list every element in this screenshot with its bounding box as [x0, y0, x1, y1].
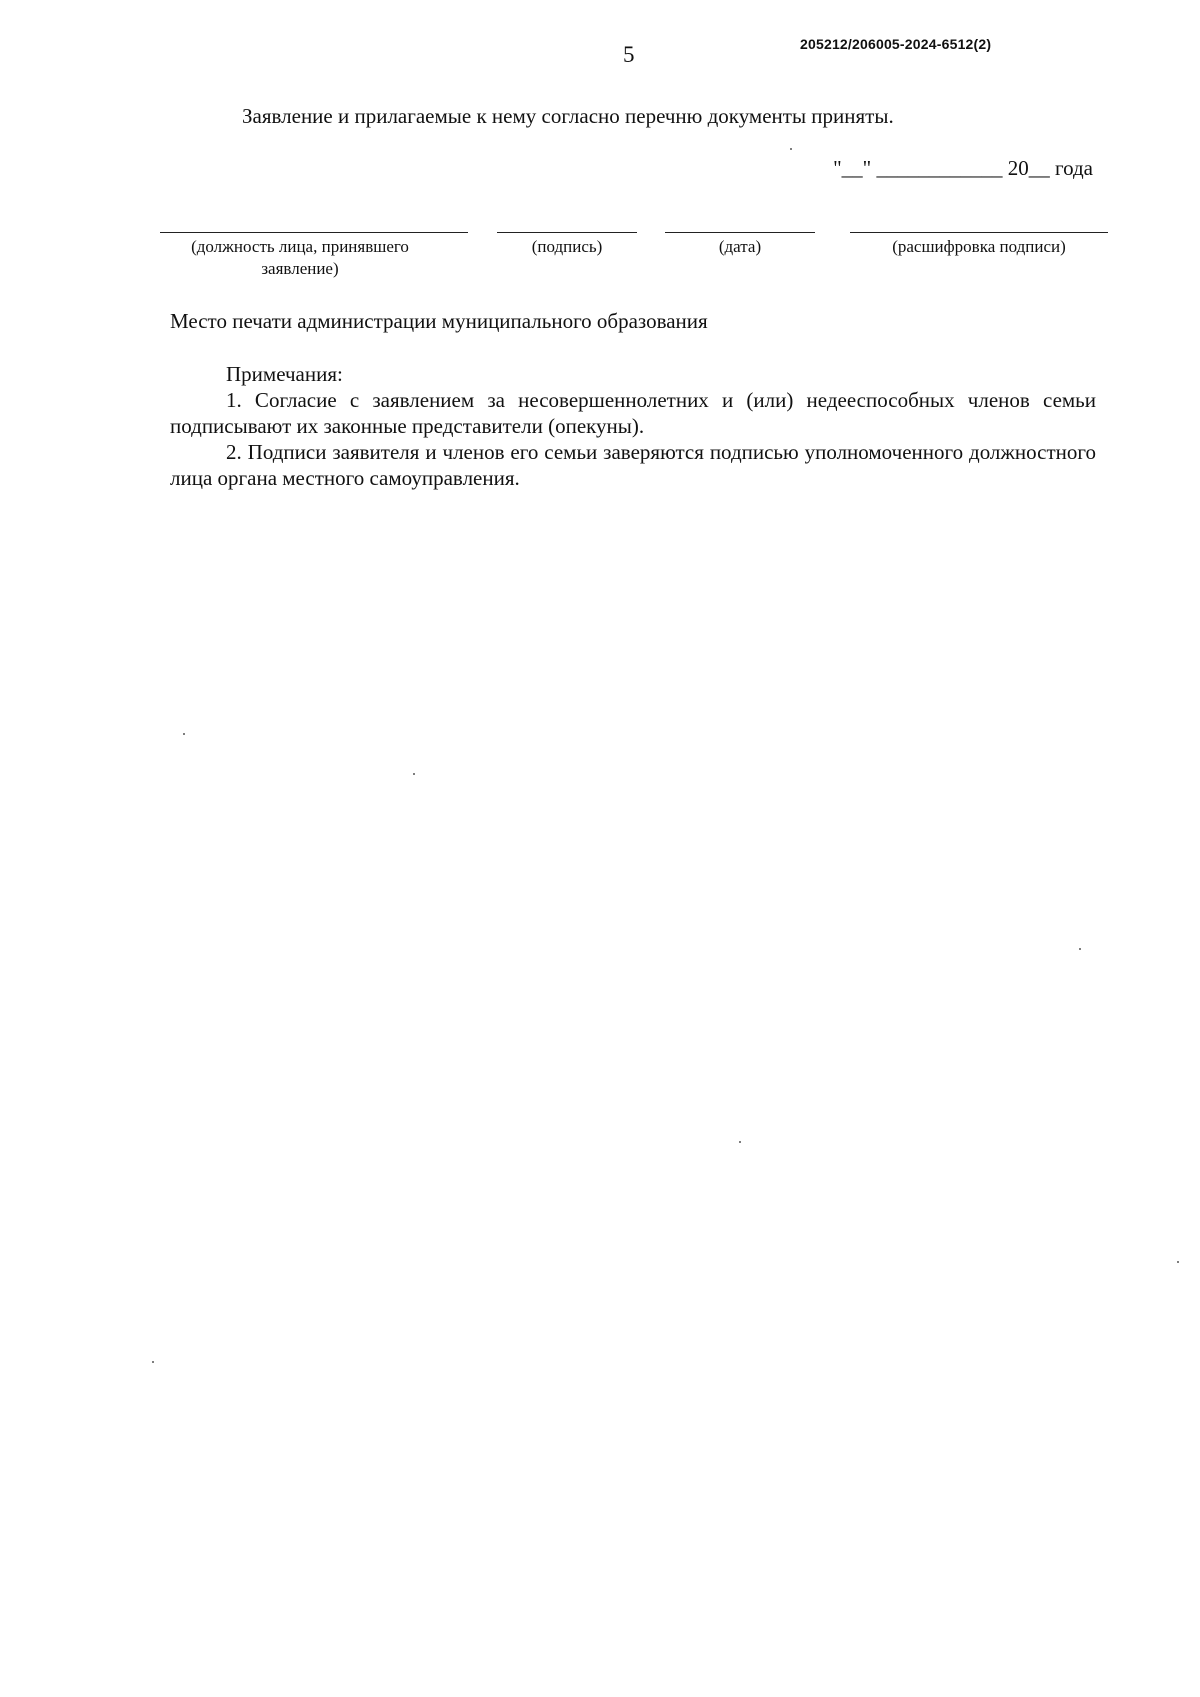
decoding-caption: (расшифровка подписи)	[892, 237, 1066, 256]
date-caption: (дата)	[718, 237, 762, 256]
date-line	[665, 232, 815, 233]
signature-line	[497, 232, 637, 233]
document-id: 205212/206005-2024-6512(2)	[800, 36, 992, 52]
decoding-line	[850, 232, 1108, 233]
position-signature-line	[160, 232, 468, 233]
scan-speck	[739, 1141, 741, 1143]
scan-speck	[413, 773, 415, 775]
notes-section	[170, 361, 1096, 491]
notes-title: Примечания:	[226, 362, 343, 386]
scan-speck	[183, 733, 185, 735]
note-item: 2. Подписи заявителя и членов его семьи заверяются подписью уполномоченного должностного лица органа местного самоуправления.	[170, 440, 1096, 490]
date-blank-line: "__" ____________ 20__ года	[833, 156, 1093, 180]
scan-speck	[1177, 1261, 1179, 1263]
signature-caption: (подпись)	[531, 237, 603, 256]
position-caption: (должность лица, принявшего заявление)	[191, 237, 409, 279]
stamp-place-label: Место печати администрации муниципального образования	[170, 309, 708, 333]
page-number: 5	[623, 42, 635, 67]
scan-speck	[790, 148, 792, 150]
acceptance-statement: Заявление и прилагаемые к нему согласно перечню документы приняты.	[242, 104, 894, 128]
scan-speck	[152, 1361, 154, 1363]
note-item: 1. Согласие с заявлением за несовершеннолетних и (или) недееспособных членов семьи подписывают их законные представители (опекуны).	[170, 388, 1096, 438]
scan-speck	[1079, 948, 1081, 950]
